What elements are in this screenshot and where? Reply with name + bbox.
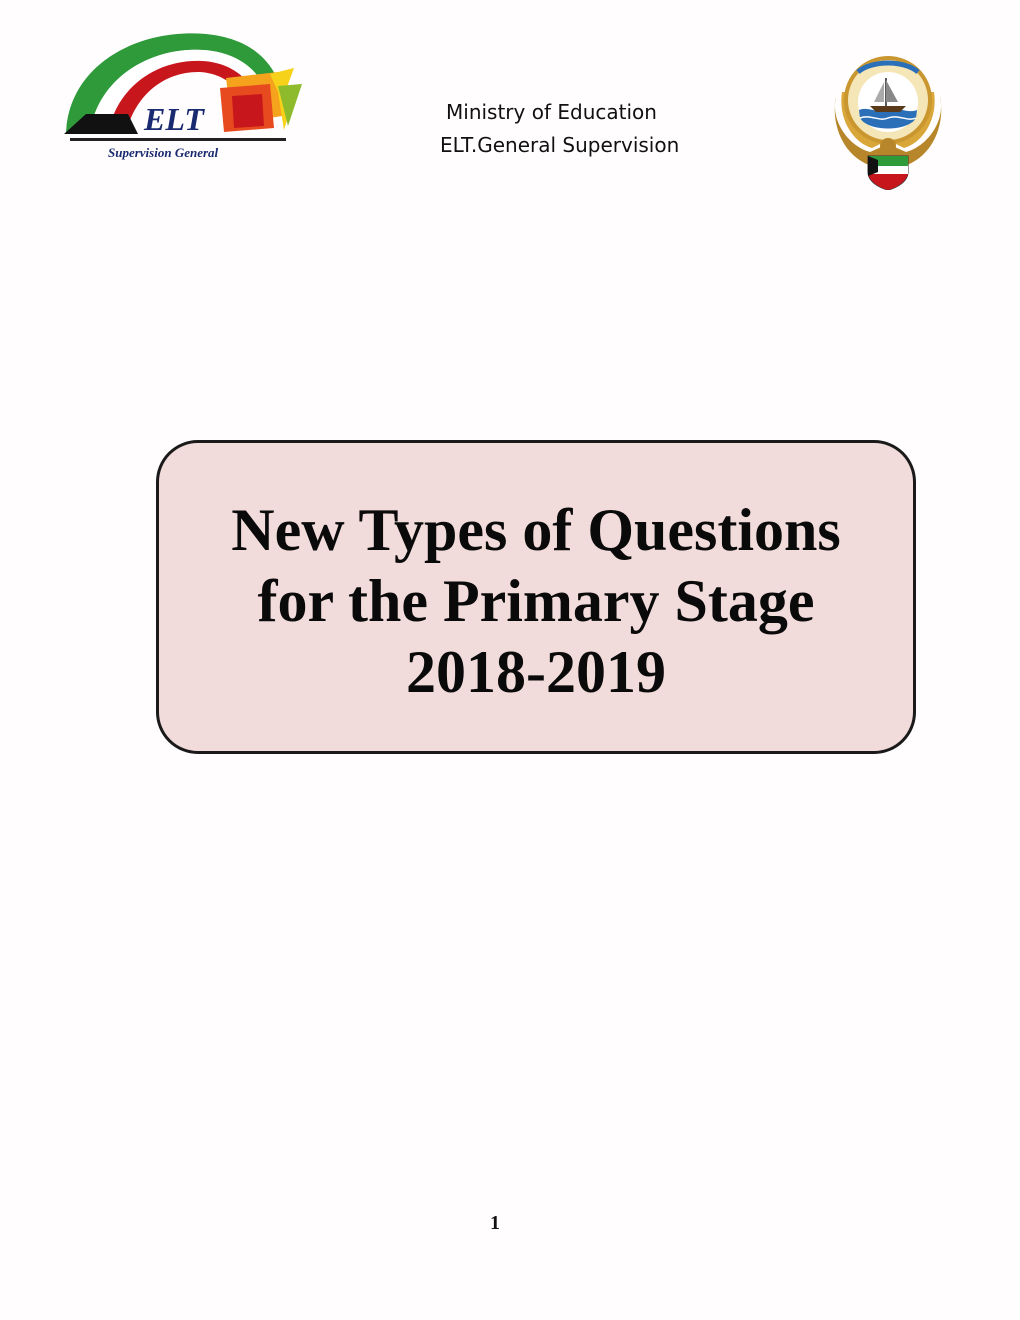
supervision-line: ELT.General Supervision — [440, 133, 680, 157]
header-text — [430, 96, 750, 162]
title-line-2: for the Primary Stage — [257, 568, 815, 634]
kuwait-emblem-icon — [828, 48, 948, 190]
title-line-1: New Types of Questions — [231, 497, 841, 563]
page-number: 1 — [490, 1212, 500, 1234]
elt-logo-subtitle: Supervision General — [108, 145, 219, 160]
ministry-line: Ministry of Education — [446, 100, 657, 124]
title-box — [156, 440, 916, 754]
elt-logo — [56, 26, 306, 162]
document-title — [159, 495, 913, 708]
elt-logo-text: ELT — [144, 101, 204, 137]
title-line-3: 2018-2019 — [406, 639, 666, 705]
